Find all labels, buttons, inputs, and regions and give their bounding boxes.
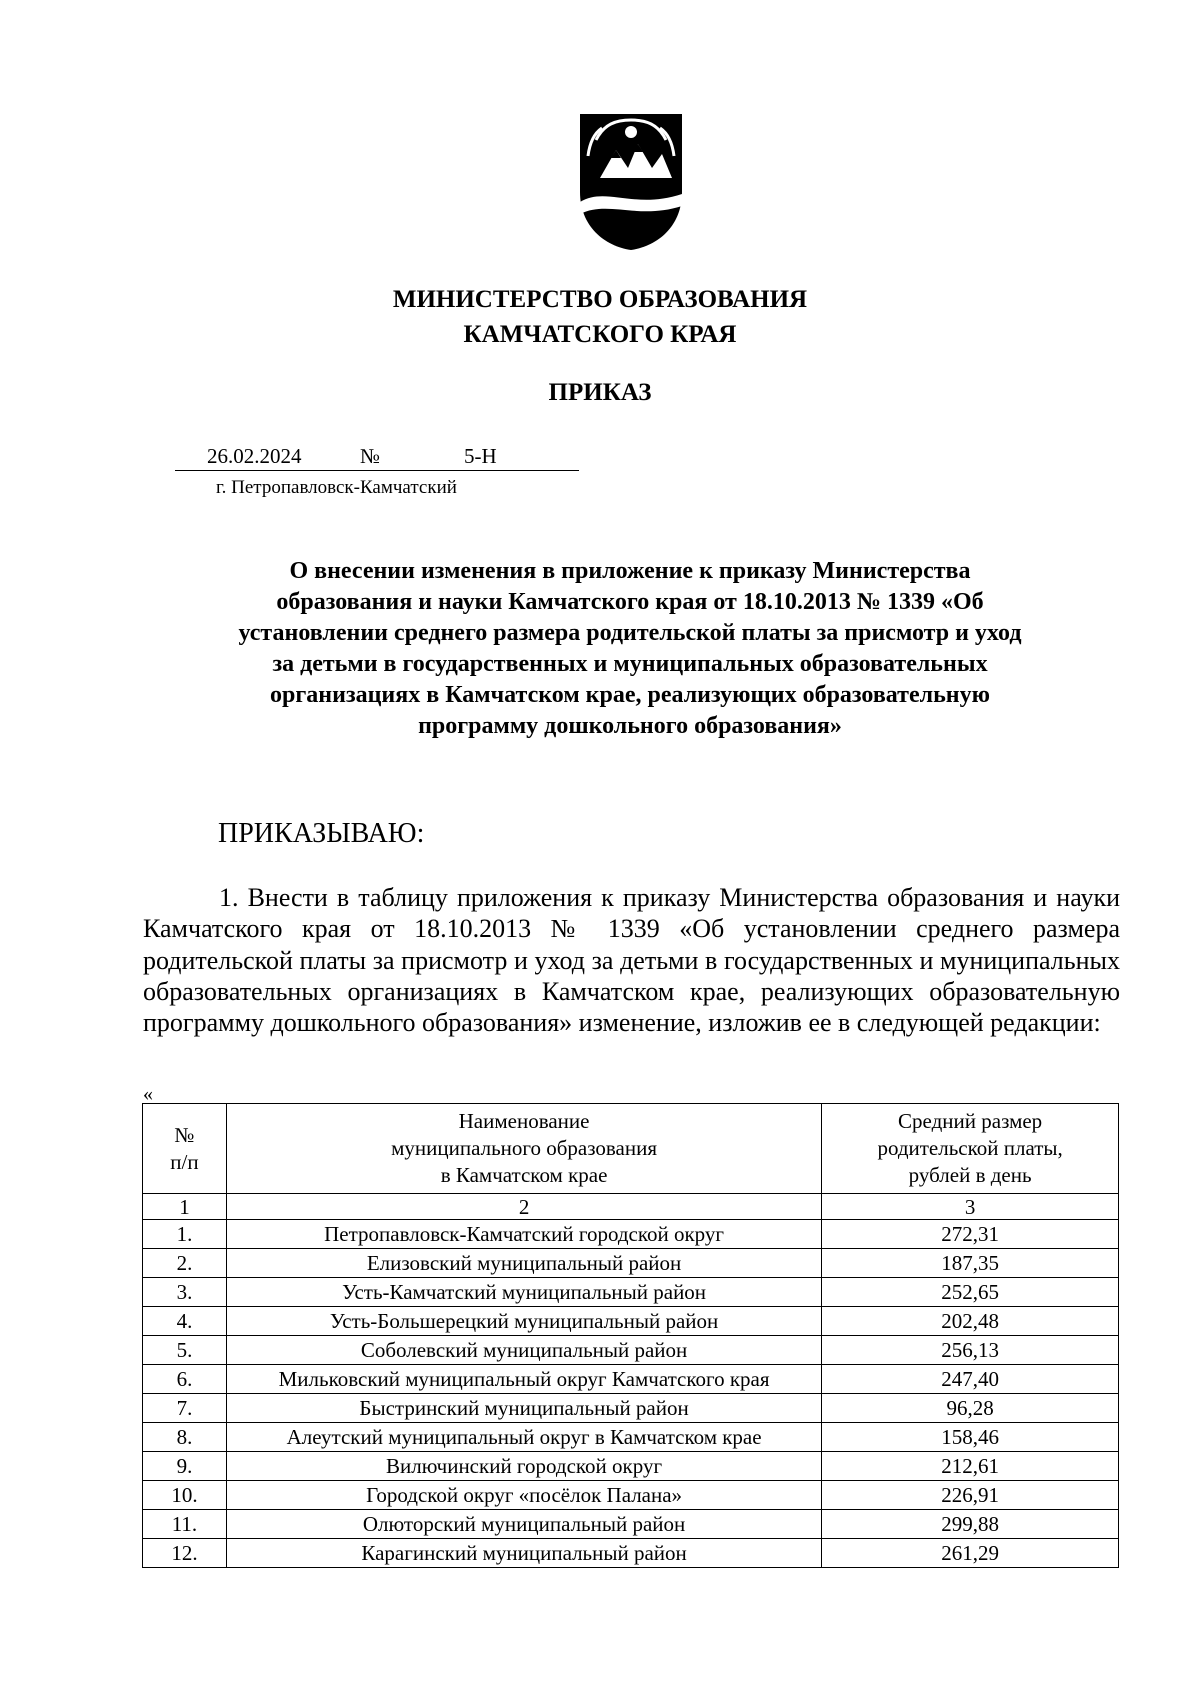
table-row (143, 1452, 1119, 1481)
fee-value-cell: 261,29 (822, 1539, 1119, 1568)
row-number-cell: 6. (143, 1365, 227, 1394)
header-municipality (226, 1104, 821, 1194)
date-number-underline (175, 470, 579, 471)
opening-quote: « (143, 1083, 153, 1105)
municipality-cell: Мильковский муниципальный округ Камчатского края (226, 1365, 821, 1394)
municipality-cell: Петропавловск-Камчатский городской округ (226, 1220, 821, 1249)
table-row (143, 1539, 1119, 1568)
row-number-cell: 7. (143, 1394, 227, 1423)
fee-value-cell: 226,91 (822, 1481, 1119, 1510)
table-row (143, 1510, 1119, 1539)
table-row (143, 1249, 1119, 1278)
ministry-name (0, 282, 1200, 352)
row-number-cell: 3. (143, 1278, 227, 1307)
index-cell: 1 (143, 1194, 227, 1220)
index-cell: 3 (822, 1194, 1119, 1220)
city: г. Петропавловск-Камчатский (216, 477, 457, 498)
coat-of-arms-emblem (576, 110, 686, 252)
municipality-cell: Вилючинский городской округ (226, 1452, 821, 1481)
table-row (143, 1220, 1119, 1249)
header-fee (822, 1104, 1119, 1194)
row-number-cell: 2. (143, 1249, 227, 1278)
document-type: ПРИКАЗ (548, 379, 652, 406)
order-number: 5-Н (464, 444, 497, 468)
header-fee-text: Средний размер родительской платы, рублей в день (877, 1109, 1063, 1187)
row-number-cell: 12. (143, 1539, 227, 1568)
fee-value-cell: 252,65 (822, 1278, 1119, 1307)
order-word: ПРИКАЗЫВАЮ: (218, 818, 425, 849)
paragraph-1: 1. Внести в таблицу приложения к приказу Министерства образования и науки Камчатского края от 18.10.2013 № 1339 «Об установлении среднего размера родительской платы за присмотр и уход за детьми в государственных и муниципальных образовательных организациях в Камчатском крае, реализующих образовательную программу дошкольного образования» изменение, изложив ее в следующей редакции: (143, 883, 1120, 1038)
row-number-cell: 4. (143, 1307, 227, 1336)
subject-line: организациях в Камчатском крае, реализующих образовательную (270, 682, 990, 708)
fee-value-cell: 299,88 (822, 1510, 1119, 1539)
subject-line: образования и науки Камчатского края от 18.10.2013 № 1339 «Об (276, 589, 984, 615)
table-row (143, 1481, 1119, 1510)
row-number-cell: 9. (143, 1452, 227, 1481)
municipality-cell: Соболевский муниципальный район (226, 1336, 821, 1365)
municipality-cell: Алеутский муниципальный округ в Камчатском крае (226, 1423, 821, 1452)
ministry-line-2: КАМЧАТСКОГО КРАЯ (463, 321, 737, 348)
order-date: 26.02.2024 (207, 444, 302, 468)
ministry-line-1: МИНИСТЕРСТВО ОБРАЗОВАНИЯ (392, 286, 808, 313)
index-cell: 2 (226, 1194, 821, 1220)
subject-line: О внесении изменения в приложение к приказу Министерства (289, 558, 971, 584)
fee-value-cell: 247,40 (822, 1365, 1119, 1394)
municipality-cell: Городской округ «посёлок Палана» (226, 1481, 821, 1510)
parental-fee-table (142, 1103, 1119, 1568)
fee-value-cell: 96,28 (822, 1394, 1119, 1423)
fee-value-cell: 202,48 (822, 1307, 1119, 1336)
municipality-cell: Усть-Камчатский муниципальный район (226, 1278, 821, 1307)
table-row (143, 1365, 1119, 1394)
row-number-cell: 1. (143, 1220, 227, 1249)
fee-value-cell: 187,35 (822, 1249, 1119, 1278)
fee-value-cell: 272,31 (822, 1220, 1119, 1249)
fee-value-cell: 212,61 (822, 1452, 1119, 1481)
header-number-text: № п/п (170, 1122, 199, 1174)
number-sign: № (360, 444, 381, 468)
subject-line: программу дошкольного образования» (418, 713, 842, 739)
municipality-cell: Быстринский муниципальный район (226, 1394, 821, 1423)
row-number-cell: 10. (143, 1481, 227, 1510)
municipality-cell: Елизовский муниципальный район (226, 1249, 821, 1278)
fee-value-cell: 158,46 (822, 1423, 1119, 1452)
row-number-cell: 11. (143, 1510, 227, 1539)
order-subject (150, 556, 1110, 742)
table-row (143, 1423, 1119, 1452)
row-number-cell: 8. (143, 1423, 227, 1452)
municipality-cell: Олюторский муниципальный район (226, 1510, 821, 1539)
table-row (143, 1394, 1119, 1423)
municipality-cell: Усть-Большерецкий муниципальный район (226, 1307, 821, 1336)
table-header-row (143, 1104, 1119, 1194)
fee-value-cell: 256,13 (822, 1336, 1119, 1365)
table-row (143, 1278, 1119, 1307)
table-row (143, 1336, 1119, 1365)
subject-line: установлении среднего размера родительской платы за присмотр и уход (238, 620, 1022, 646)
subject-line: за детьми в государственных и муниципальных образовательных (272, 651, 988, 677)
municipality-cell: Карагинский муниципальный район (226, 1539, 821, 1568)
header-number (143, 1104, 227, 1194)
table-row (143, 1307, 1119, 1336)
table-index-row (143, 1194, 1119, 1220)
header-municipality-text: Наименование муниципального образования в Камчатском крае (391, 1109, 658, 1187)
row-number-cell: 5. (143, 1336, 227, 1365)
